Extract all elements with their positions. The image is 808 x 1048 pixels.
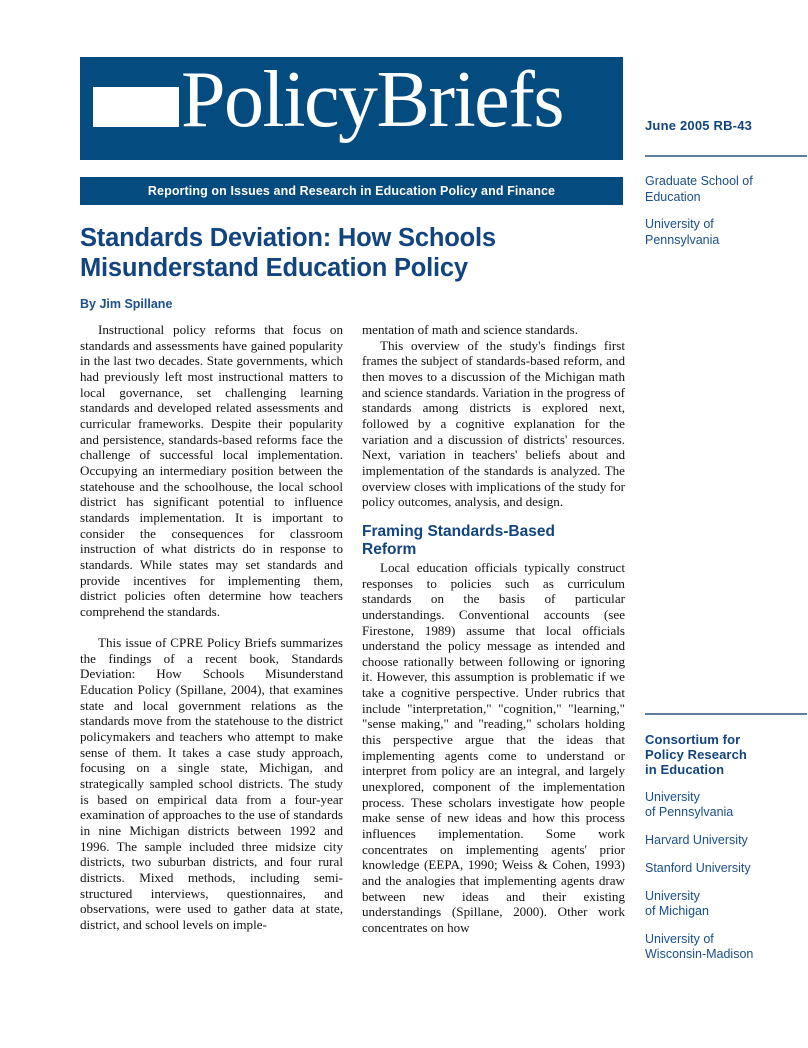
sidebar-consortium bbox=[645, 713, 808, 962]
paragraph: Local education officials typically construct responses to policies such as curriculum standards on the basis of particular understandings. Conventional accounts (see Firestone, 1989) assume that local officials understand the policy message as intended and choose rationally between following or ignoring it. However, this assumption is problematic if we take a cognitive perspective. Under rubrics that include "interpretation," "cognition," "learning," "sense making," and "reading," scholars holding this perspective argue that the ideas that implementing agents come to understand or interpret from policy are an integral, and largely unexplored, component of the implementation process. These scholars investigate how people make sense of new ideas and how this process influences implementation. Some work concentrates on implementing agents' prior knowledge (EEPA, 1990; Weiss & Cohen, 1993) and the analogies that implementing agents draw between new ideas and their existing understandings (Spillane, 2000). Other work concentrates on how bbox=[362, 559, 625, 935]
publication-wordmark: PolicyBriefs bbox=[181, 57, 563, 144]
body-column-left bbox=[80, 322, 343, 1012]
publisher-school: Graduate School of Education bbox=[645, 174, 753, 204]
consortium-title: Consortium for Policy Research in Education bbox=[645, 732, 747, 777]
masthead-tagline-bar bbox=[80, 177, 623, 205]
publisher-university: University of Pennsylvania bbox=[645, 217, 720, 247]
cpre-logo-block-icon bbox=[93, 87, 179, 127]
page-title: Standards Deviation: How Schools Misunderstand Education Policy bbox=[80, 224, 496, 282]
sidebar-divider bbox=[645, 155, 807, 157]
paragraph: This issue of CPRE Policy Briefs summarizes the findings of a recent book, Standards Deviation: How Schools Misunderstand Education Policy (Spillane, 2004), that examines state and local government relations as the standards move from the statehouse to the district policymakers and teachers who attempt to make sense of them. It takes a case study approach, focusing on a single state, Michigan, and strategically sampled school districts. The study is based on empirical data from a four-year examination of approaches to the use of standards in nine Michigan districts between 1992 and 1996. The sample included three midsize city districts, two suburban districts, and four rural districts. Mixed methods, including semi-structured interviews, questionnaires, and observations, were used to gather data at state, district, and school levels on imple- bbox=[80, 635, 343, 932]
masthead-tagline: Reporting on Issues and Research in Education Policy and Finance bbox=[147, 184, 556, 198]
issue-label: June 2005 RB-43 bbox=[645, 118, 753, 133]
consortium-member: University of Wisconsin-Madison bbox=[645, 932, 754, 961]
paragraph: Instructional policy reforms that focus on standards and assessments have gained popularity in the last two decades. State governments, which had previously left most instructional matters to local governance, set challenging learning standards and developed related assessments and curricular frameworks. Despite their popularity and persistence, standards-based reforms face the challenge of successful local implementation. Occupying an intermediary position between the statehouse and the schoolhouse, the local school district has significant potential to influence standards implementation. It is important to consider the consequences for classroom instruction of what districts do in response to standards. While states may set standards and provide incentives for implementing them, district policies often determine how teachers comprehend the standards. bbox=[80, 322, 343, 619]
consortium-member: University of Pennsylvania bbox=[645, 790, 734, 819]
sidebar-publisher bbox=[645, 57, 808, 248]
masthead-banner bbox=[80, 57, 623, 160]
consortium-member: University of Michigan bbox=[645, 889, 709, 918]
paragraph-continuation: mentation of math and science standards. bbox=[362, 322, 578, 337]
paragraph: This overview of the study's findings first frames the subject of standards-based reform, and then moves to a discussion of the Michigan math and science standards. Variation in the progress of standards among districts is explored next, followed by a cognitive explanation for the variation and a discussion of districts' resources. Next, variation in teachers' beliefs about and implementation of the standards is analyzed. The overview closes with implications of the study for policy outcomes, analysis, and design. bbox=[362, 337, 625, 510]
article-body bbox=[80, 322, 625, 1012]
byline: By Jim Spillane bbox=[80, 297, 173, 311]
body-column-right bbox=[362, 322, 625, 1012]
sidebar-divider-consortium bbox=[645, 713, 807, 715]
consortium-member: Harvard University bbox=[645, 833, 748, 847]
consortium-member: Stanford University bbox=[645, 861, 751, 875]
section-heading: Framing Standards-Based Reform bbox=[362, 522, 555, 558]
